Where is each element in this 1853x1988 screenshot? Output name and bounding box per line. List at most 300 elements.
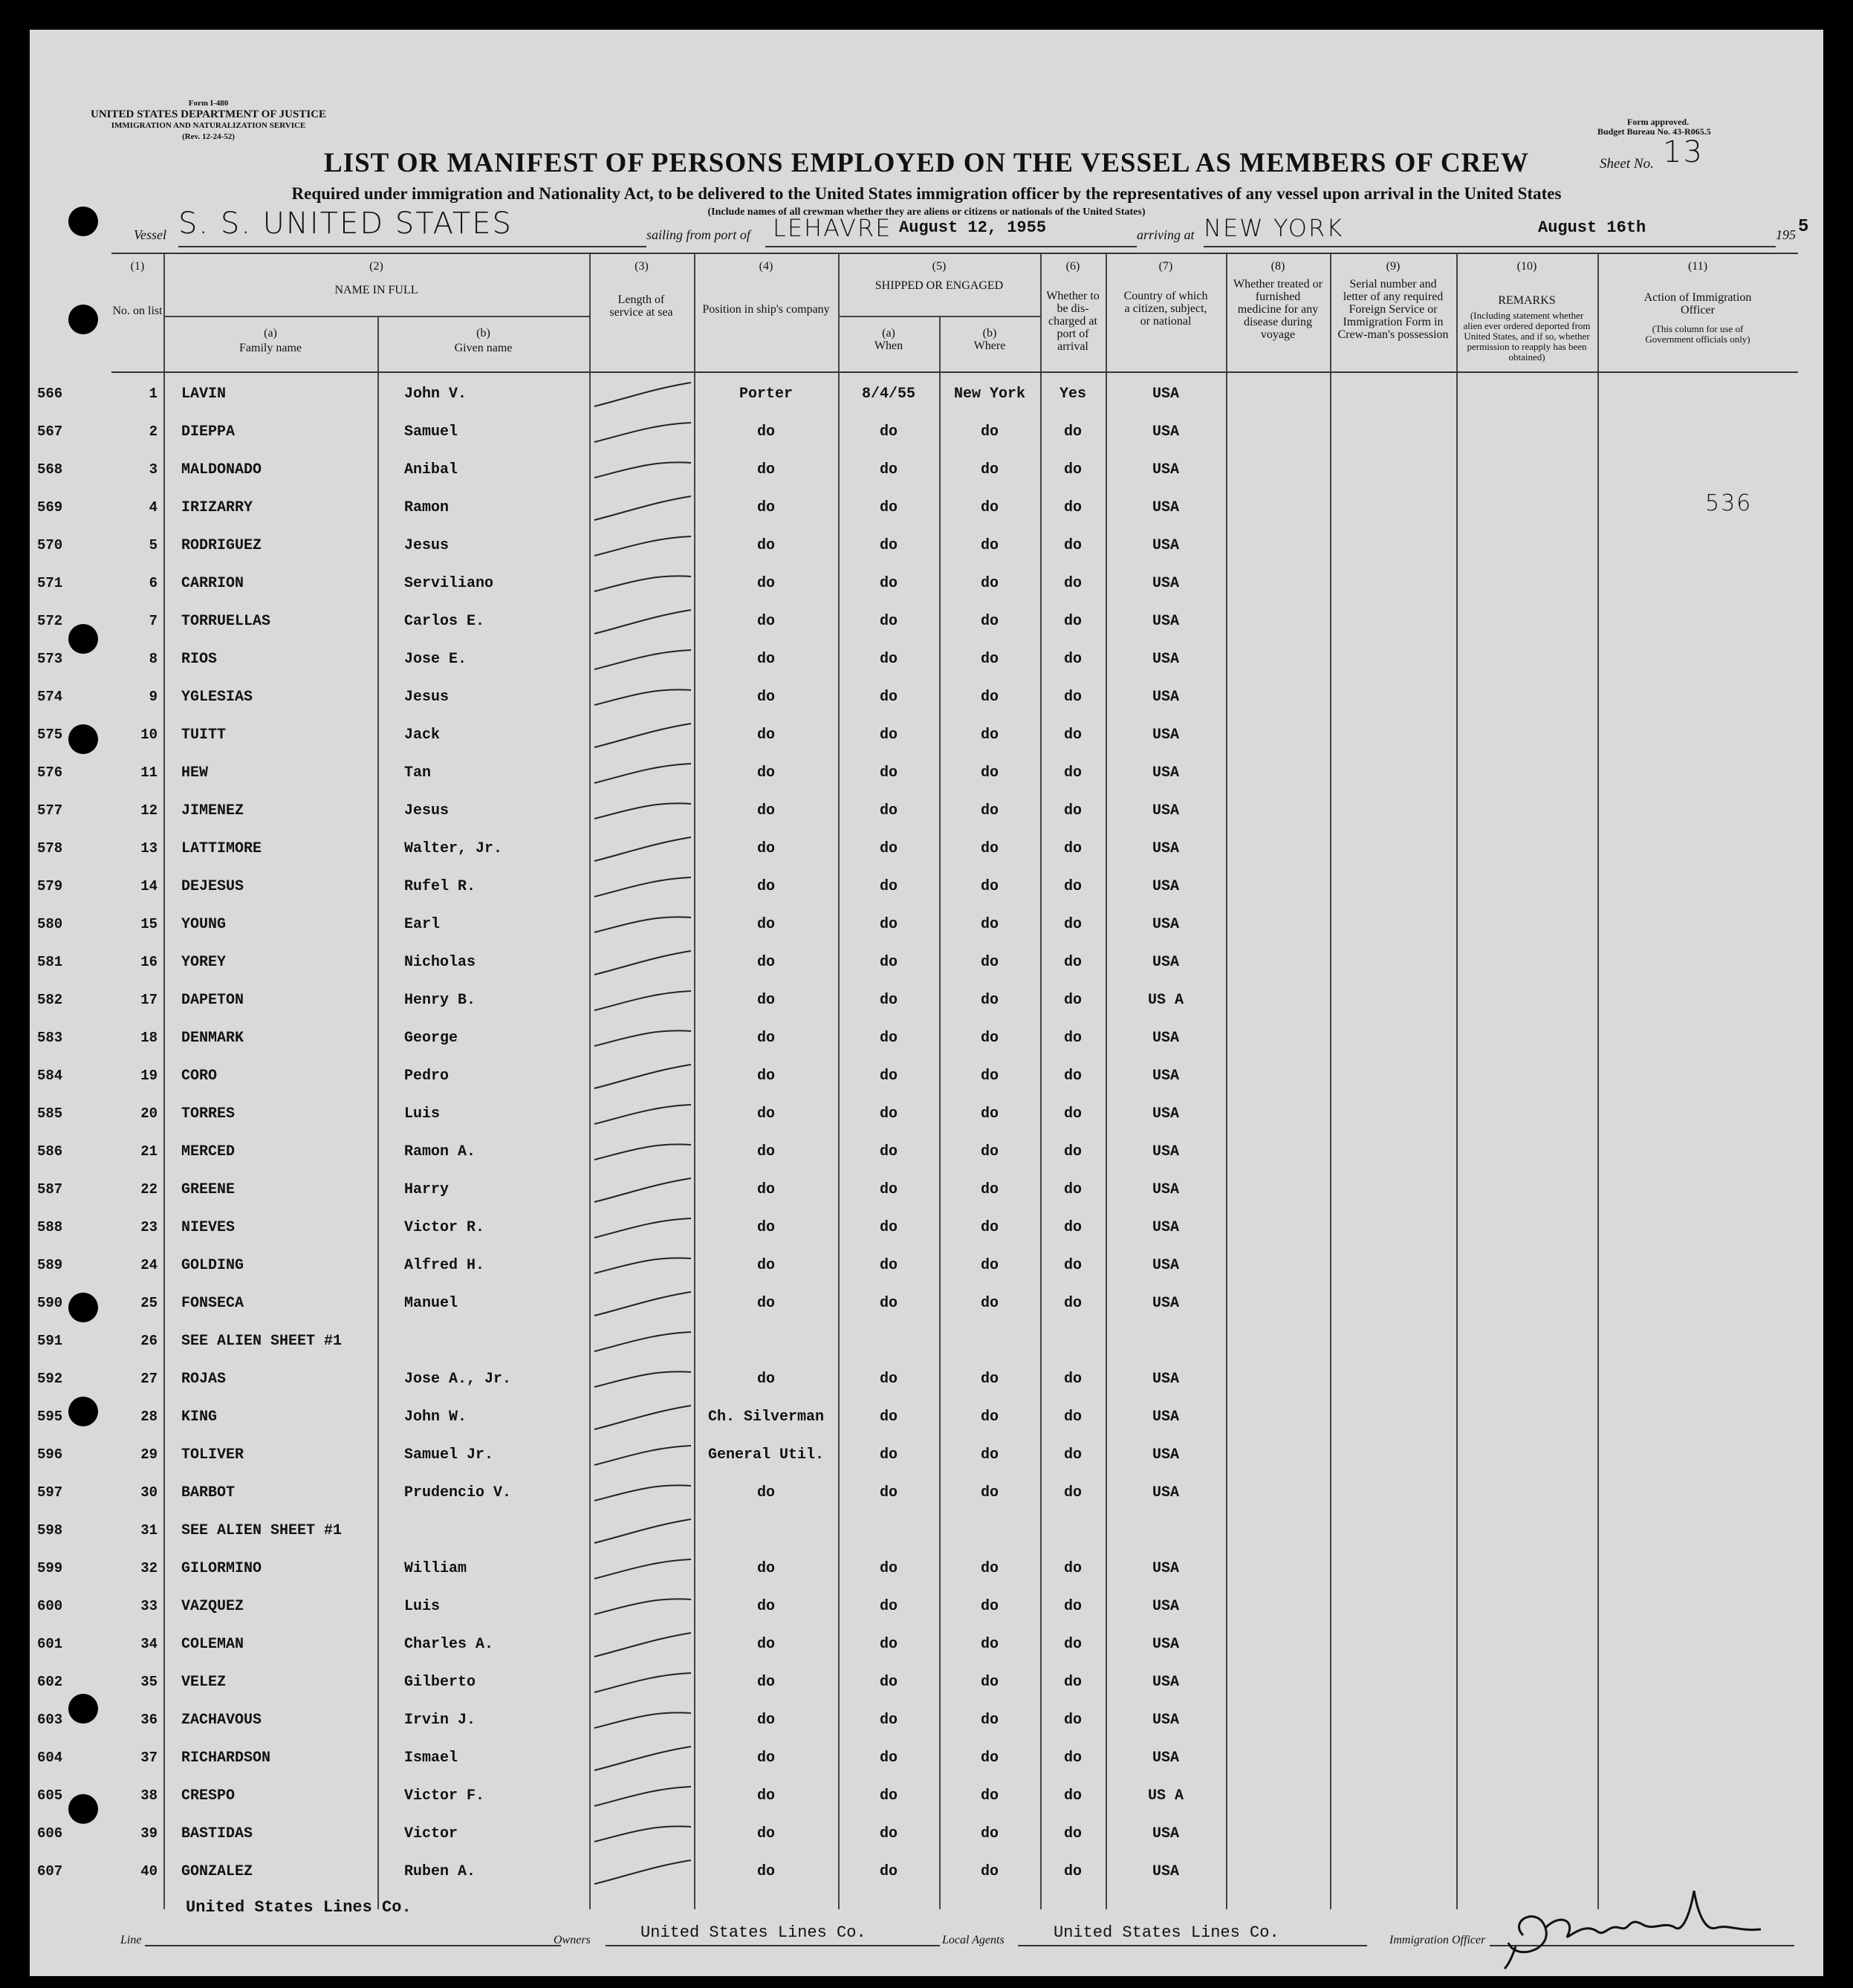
given-name: Jack [404,727,441,744]
service-check-mark [587,454,698,484]
position: do [756,537,775,554]
given-name: Jesus [404,537,450,554]
family-name: DAPETON [181,992,244,1009]
table-row [37,1739,1798,1777]
shipped-where: do [980,423,999,441]
citizenship-country: USA [1152,1030,1179,1047]
shipped-where: do [980,878,999,895]
budget-bureau-number: Budget Bureau No. 43-R065.5 [1597,126,1711,137]
table-row [37,1209,1798,1247]
row-number: 37 [140,1750,158,1766]
row-number: 7 [149,613,158,629]
family-name: VAZQUEZ [181,1598,244,1615]
given-name: Carlos E. [404,613,485,630]
given-name: Victor [404,1825,458,1842]
list-line-number: 582 [37,992,63,1008]
row-number: 16 [140,954,158,970]
col5-header: SHIPPED OR ENGAGED [874,279,1004,292]
arrival-port: NEW YORK [1204,214,1344,242]
table-row [37,602,1798,640]
table-row [37,1663,1798,1701]
family-name: YOREY [181,954,227,971]
shipped-when: do [879,802,898,819]
shipped-when: do [879,992,898,1009]
citizenship-country: USA [1152,954,1179,971]
discharged: do [1063,1787,1082,1805]
shipped-when: do [879,1030,898,1047]
discharged: do [1063,1295,1082,1312]
shipped-when: do [879,537,898,554]
row-number: 27 [140,1371,158,1387]
service-check-mark [587,833,698,863]
vessel-label: Vessel [134,227,166,242]
row-number: 30 [140,1484,158,1501]
citizenship-country: USA [1152,1181,1179,1198]
discharged: do [1063,1712,1082,1729]
vessel-name: S. S. UNITED STATES [178,207,513,241]
agents-label: Local Agents [942,1934,1005,1946]
family-name: GREENE [181,1181,236,1198]
service-check-mark [587,984,698,1014]
shipped-when: 8/4/55 [861,386,915,403]
discharged: do [1063,651,1082,668]
list-line-number: 574 [37,689,63,705]
service-check-mark [587,757,698,787]
citizenship-country: USA [1152,878,1179,895]
list-line-number: 583 [37,1030,63,1046]
table-row [37,868,1798,906]
family-name: NIEVES [181,1219,236,1236]
position: do [756,689,775,706]
list-line-number: 605 [37,1787,63,1804]
shipped-where: do [980,1409,999,1426]
given-name: Alfred H. [404,1257,485,1274]
service-check-mark [587,719,698,749]
list-line-number: 585 [37,1105,63,1122]
list-line-number: 569 [37,499,63,516]
table-row [37,1474,1798,1512]
line-label: Line [120,1934,142,1946]
given-name: Samuel Jr. [404,1446,494,1464]
row-number: 21 [140,1143,158,1160]
form-approval [1597,117,1711,137]
table-row [37,1247,1798,1284]
service-check-mark [587,530,698,559]
family-name: YGLESIAS [181,689,253,706]
family-name: YOUNG [181,916,227,933]
owners-value: United States Lines Co. [640,1923,866,1942]
year-prefix: 195 [1776,227,1796,242]
col7-header: Country of which a citizen, subject, or national [1123,290,1208,328]
requirement-statement: Required under immigration and Nationality Act, to be delivered to the United States immigration officer by the representatives of any vessel upon arrival in the United States [291,184,1562,203]
citizenship-country: USA [1152,727,1179,744]
list-line-number: 571 [37,575,63,591]
punch-hole [68,624,98,654]
discharged: do [1063,802,1082,819]
col5b-letter: (b) [982,327,997,340]
position: do [756,802,775,819]
shipped-when: do [879,1712,898,1729]
table-row [37,981,1798,1019]
shipped-where: do [980,575,999,592]
discharged: do [1063,1674,1082,1691]
service-check-mark [587,1477,698,1507]
family-name: GONZALEZ [181,1863,253,1880]
discharged: do [1063,878,1082,895]
col10-note: (Including statement whether alien ever ordered deported from United States, and if so, whether permission to reapply has been obtained) [1463,310,1591,363]
col5a-header: When [874,340,903,352]
citizenship-country: USA [1152,1409,1179,1426]
list-line-number: 600 [37,1598,63,1614]
col2-number: (2) [369,260,383,273]
discharged: do [1063,1560,1082,1577]
discharged: do [1063,1257,1082,1274]
col9-header: Serial number and letter of any required Foreign Service or Immigration Form in Crew-man's possession [1337,278,1449,341]
family-name: IRIZARRY [181,499,253,516]
position: do [756,764,775,782]
given-name: William [404,1560,467,1577]
shipped-when: do [879,1219,898,1236]
table-row [37,413,1798,451]
citizenship-country: USA [1152,689,1179,706]
service-check-mark [587,1666,698,1696]
citizenship-country: USA [1152,386,1179,403]
family-name: COLEMAN [181,1636,244,1653]
row-number: 17 [140,992,158,1008]
shipped-where: do [980,1295,999,1312]
given-name: Gilberto [404,1674,476,1691]
col5b-header: Where [973,340,1006,352]
arriving-label: arriving at [1137,227,1195,242]
shipped-when: do [879,1409,898,1426]
family-name: RODRIGUEZ [181,537,262,554]
table-row [37,565,1798,602]
shipped-where: do [980,1863,999,1880]
family-name: DIEPPA [181,423,236,441]
shipped-when: do [879,1750,898,1767]
table-row [37,678,1798,716]
family-name: RIOS [181,651,218,668]
shipped-where: do [980,1219,999,1236]
given-name: Harry [404,1181,450,1198]
position: General Util. [707,1446,825,1464]
service-check-mark [587,1742,698,1772]
position: do [756,651,775,668]
punch-hole [68,207,98,236]
table-row [37,1171,1798,1209]
service-check-mark [587,378,698,408]
service-name: IMMIGRATION AND NATURALIZATION SERVICE [111,121,306,130]
given-name: John V. [404,386,467,403]
citizenship-country: USA [1152,1598,1179,1615]
list-line-number: 588 [37,1219,63,1235]
year-suffix: 5 [1798,217,1809,237]
departure-port: LEHAVRE [773,214,892,242]
service-check-mark [587,795,698,825]
col4-number: (4) [759,260,773,273]
position: do [756,840,775,857]
list-line-number: 606 [37,1825,63,1842]
position: Ch. Silverman [707,1409,825,1426]
shipped-where: do [980,727,999,744]
shipped-where: do [980,1560,999,1577]
owners-label: Owners [554,1934,591,1946]
col10-header: REMARKS [1498,294,1556,307]
row-number: 24 [140,1257,158,1273]
row-number: 38 [140,1787,158,1804]
list-line-number: 599 [37,1560,63,1576]
discharged: do [1063,1181,1082,1198]
discharged: Yes [1059,386,1086,403]
given-name: Luis [404,1598,441,1615]
table-row [37,1284,1798,1322]
citizenship-country: US A [1147,992,1184,1009]
position: do [756,1560,775,1577]
row-number: 14 [140,878,158,894]
shipped-when: do [879,727,898,744]
table-row [37,943,1798,981]
discharged: do [1063,1863,1082,1880]
service-check-mark [587,1401,698,1431]
citizenship-country: USA [1152,575,1179,592]
punch-hole [68,1397,98,1426]
col11-note: (This column for use of Government officials only) [1645,323,1750,345]
table-row [37,830,1798,868]
shipped-where: do [980,992,999,1009]
position: do [756,1750,775,1767]
citizenship-country: USA [1152,651,1179,668]
list-line-number: 566 [37,386,63,402]
position: do [756,575,775,592]
row-number: 33 [140,1598,158,1614]
citizenship-country: USA [1152,613,1179,630]
sheet-number-value: 13 [1663,135,1704,169]
given-name: Ramon [404,499,450,516]
row-number: 28 [140,1409,158,1425]
shipped-when: do [879,1105,898,1123]
citizenship-country: USA [1152,1712,1179,1729]
service-check-mark [587,1628,698,1658]
shipped-when: do [879,1863,898,1880]
manifest-footer [74,1898,1798,1958]
position: Porter [739,386,793,403]
row-number: 20 [140,1105,158,1122]
position: do [756,1068,775,1085]
position: do [756,1181,775,1198]
row-number: 31 [140,1522,158,1539]
family-name: GILORMINO [181,1560,262,1577]
family-name: BASTIDAS [181,1825,253,1842]
given-name: Victor R. [404,1219,485,1236]
discharged: do [1063,764,1082,782]
given-name: Luis [404,1105,441,1123]
citizenship-country: USA [1152,499,1179,516]
family-name: CORO [181,1068,218,1085]
row-number: 1 [149,386,158,402]
family-name: CRESPO [181,1787,236,1805]
citizenship-country: USA [1152,1371,1179,1388]
position: do [756,1636,775,1653]
given-name: Walter, Jr. [404,840,503,857]
list-line-number: 596 [37,1446,63,1463]
citizenship-country: USA [1152,1219,1179,1236]
col2b-header: Given name [454,342,513,354]
citizenship-country: USA [1152,840,1179,857]
row-number: 36 [140,1712,158,1728]
row-number: 2 [149,423,158,440]
shipped-when: do [879,1143,898,1160]
row-number: 23 [140,1219,158,1235]
position: do [756,954,775,971]
position: do [756,1674,775,1691]
list-line-number: 584 [37,1068,63,1084]
position: do [756,727,775,744]
table-row [37,375,1798,413]
discharged: do [1063,727,1082,744]
shipped-when: do [879,954,898,971]
family-name: DEJESUS [181,878,244,895]
shipped-when: do [879,916,898,933]
shipped-where: do [980,651,999,668]
citizenship-country: USA [1152,537,1179,554]
manifest-sheet [30,30,1823,1976]
col8-number: (8) [1271,260,1285,273]
col2a-letter: (a) [264,327,277,340]
citizenship-country: USA [1152,1068,1179,1085]
sailing-label: sailing from port of [646,227,750,242]
family-name: JIMENEZ [181,802,244,819]
service-check-mark [587,605,698,635]
family-name: ROJAS [181,1371,227,1388]
service-check-mark [587,416,698,446]
col5-number: (5) [932,260,947,273]
table-row [37,754,1798,792]
citizenship-country: USA [1152,1560,1179,1577]
list-line-number: 603 [37,1712,63,1728]
list-line-number: 580 [37,916,63,932]
list-line-number: 590 [37,1295,63,1311]
given-name: Rufel R. [404,878,476,895]
shipped-where: do [980,689,999,706]
given-name: Jose E. [404,651,467,668]
shipped-when: do [879,1674,898,1691]
table-row [37,1436,1798,1474]
discharged: do [1063,537,1082,554]
shipped-when: do [879,764,898,782]
shipped-where: do [980,916,999,933]
service-check-mark [587,1439,698,1469]
punch-hole [68,724,98,754]
form-revision: (Rev. 12-24-52) [182,132,235,141]
given-name: Ismael [404,1750,458,1767]
family-name: TORRUELLAS [181,613,271,630]
service-check-mark [587,1022,698,1052]
table-row [37,1322,1798,1360]
discharged: do [1063,1143,1082,1160]
shipped-where: do [980,954,999,971]
punch-hole [68,1794,98,1824]
shipped-when: do [879,461,898,478]
family-name: SEE ALIEN SHEET #1 [181,1522,343,1539]
arrival-date: August 16th [1538,218,1646,237]
col2a-header: Family name [239,342,302,354]
citizenship-country: USA [1152,1636,1179,1653]
row-number: 8 [149,651,158,667]
line-value: United States Lines Co. [186,1898,412,1917]
given-name: George [404,1030,458,1047]
discharged: do [1063,689,1082,706]
citizenship-country: USA [1152,1750,1179,1767]
table-row [37,1550,1798,1588]
discharged: do [1063,1409,1082,1426]
service-check-mark [587,1515,698,1544]
list-line-number: 578 [37,840,63,857]
discharged: do [1063,1446,1082,1464]
service-check-mark [587,681,698,711]
service-check-mark [587,1212,698,1241]
citizenship-country: USA [1152,1863,1179,1880]
shipped-where: do [980,1257,999,1274]
service-check-mark [587,1363,698,1393]
list-line-number: 577 [37,802,63,819]
table-row [37,1625,1798,1663]
position: do [756,1371,775,1388]
citizenship-country: USA [1152,1484,1179,1501]
position: do [756,1105,775,1123]
row-number: 4 [149,499,158,516]
position: do [756,1787,775,1805]
sheet-number-label: Sheet No. [1600,156,1654,172]
position: do [756,1143,775,1160]
family-name: MALDONADO [181,461,262,478]
given-name: Irvin J. [404,1712,476,1729]
position: do [756,1825,775,1842]
punch-hole [68,1694,98,1724]
list-line-number: 586 [37,1143,63,1160]
col8-header: Whether treated or furnished medicine for any disease during voyage [1233,278,1323,341]
service-check-mark [587,568,698,597]
given-name: Earl [404,916,441,933]
shipped-when: do [879,1484,898,1501]
service-check-mark [587,1591,698,1620]
family-name: BARBOT [181,1484,236,1501]
list-line-number: 570 [37,537,63,553]
shipped-when: do [879,575,898,592]
family-name: ZACHAVOUS [181,1712,262,1729]
shipped-where: do [980,1030,999,1047]
family-name: MERCED [181,1143,236,1160]
shipped-where: do [980,1787,999,1805]
family-name: TOLIVER [181,1446,244,1464]
col2b-letter: (b) [476,327,490,340]
list-line-number: 573 [37,651,63,667]
shipped-where: do [980,537,999,554]
citizenship-country: US A [1147,1787,1184,1805]
given-name: Prudencio V. [404,1484,512,1501]
punch-hole [68,1293,98,1322]
shipped-where: do [980,613,999,630]
table-row [37,1360,1798,1398]
position: do [756,992,775,1009]
given-name: Manuel [404,1295,458,1312]
service-check-mark [587,946,698,976]
given-name: Nicholas [404,954,476,971]
list-line-number: 602 [37,1674,63,1690]
given-name: Charles A. [404,1636,494,1653]
list-line-number: 567 [37,423,63,440]
given-name: Victor F. [404,1787,485,1805]
row-number: 5 [149,537,158,553]
